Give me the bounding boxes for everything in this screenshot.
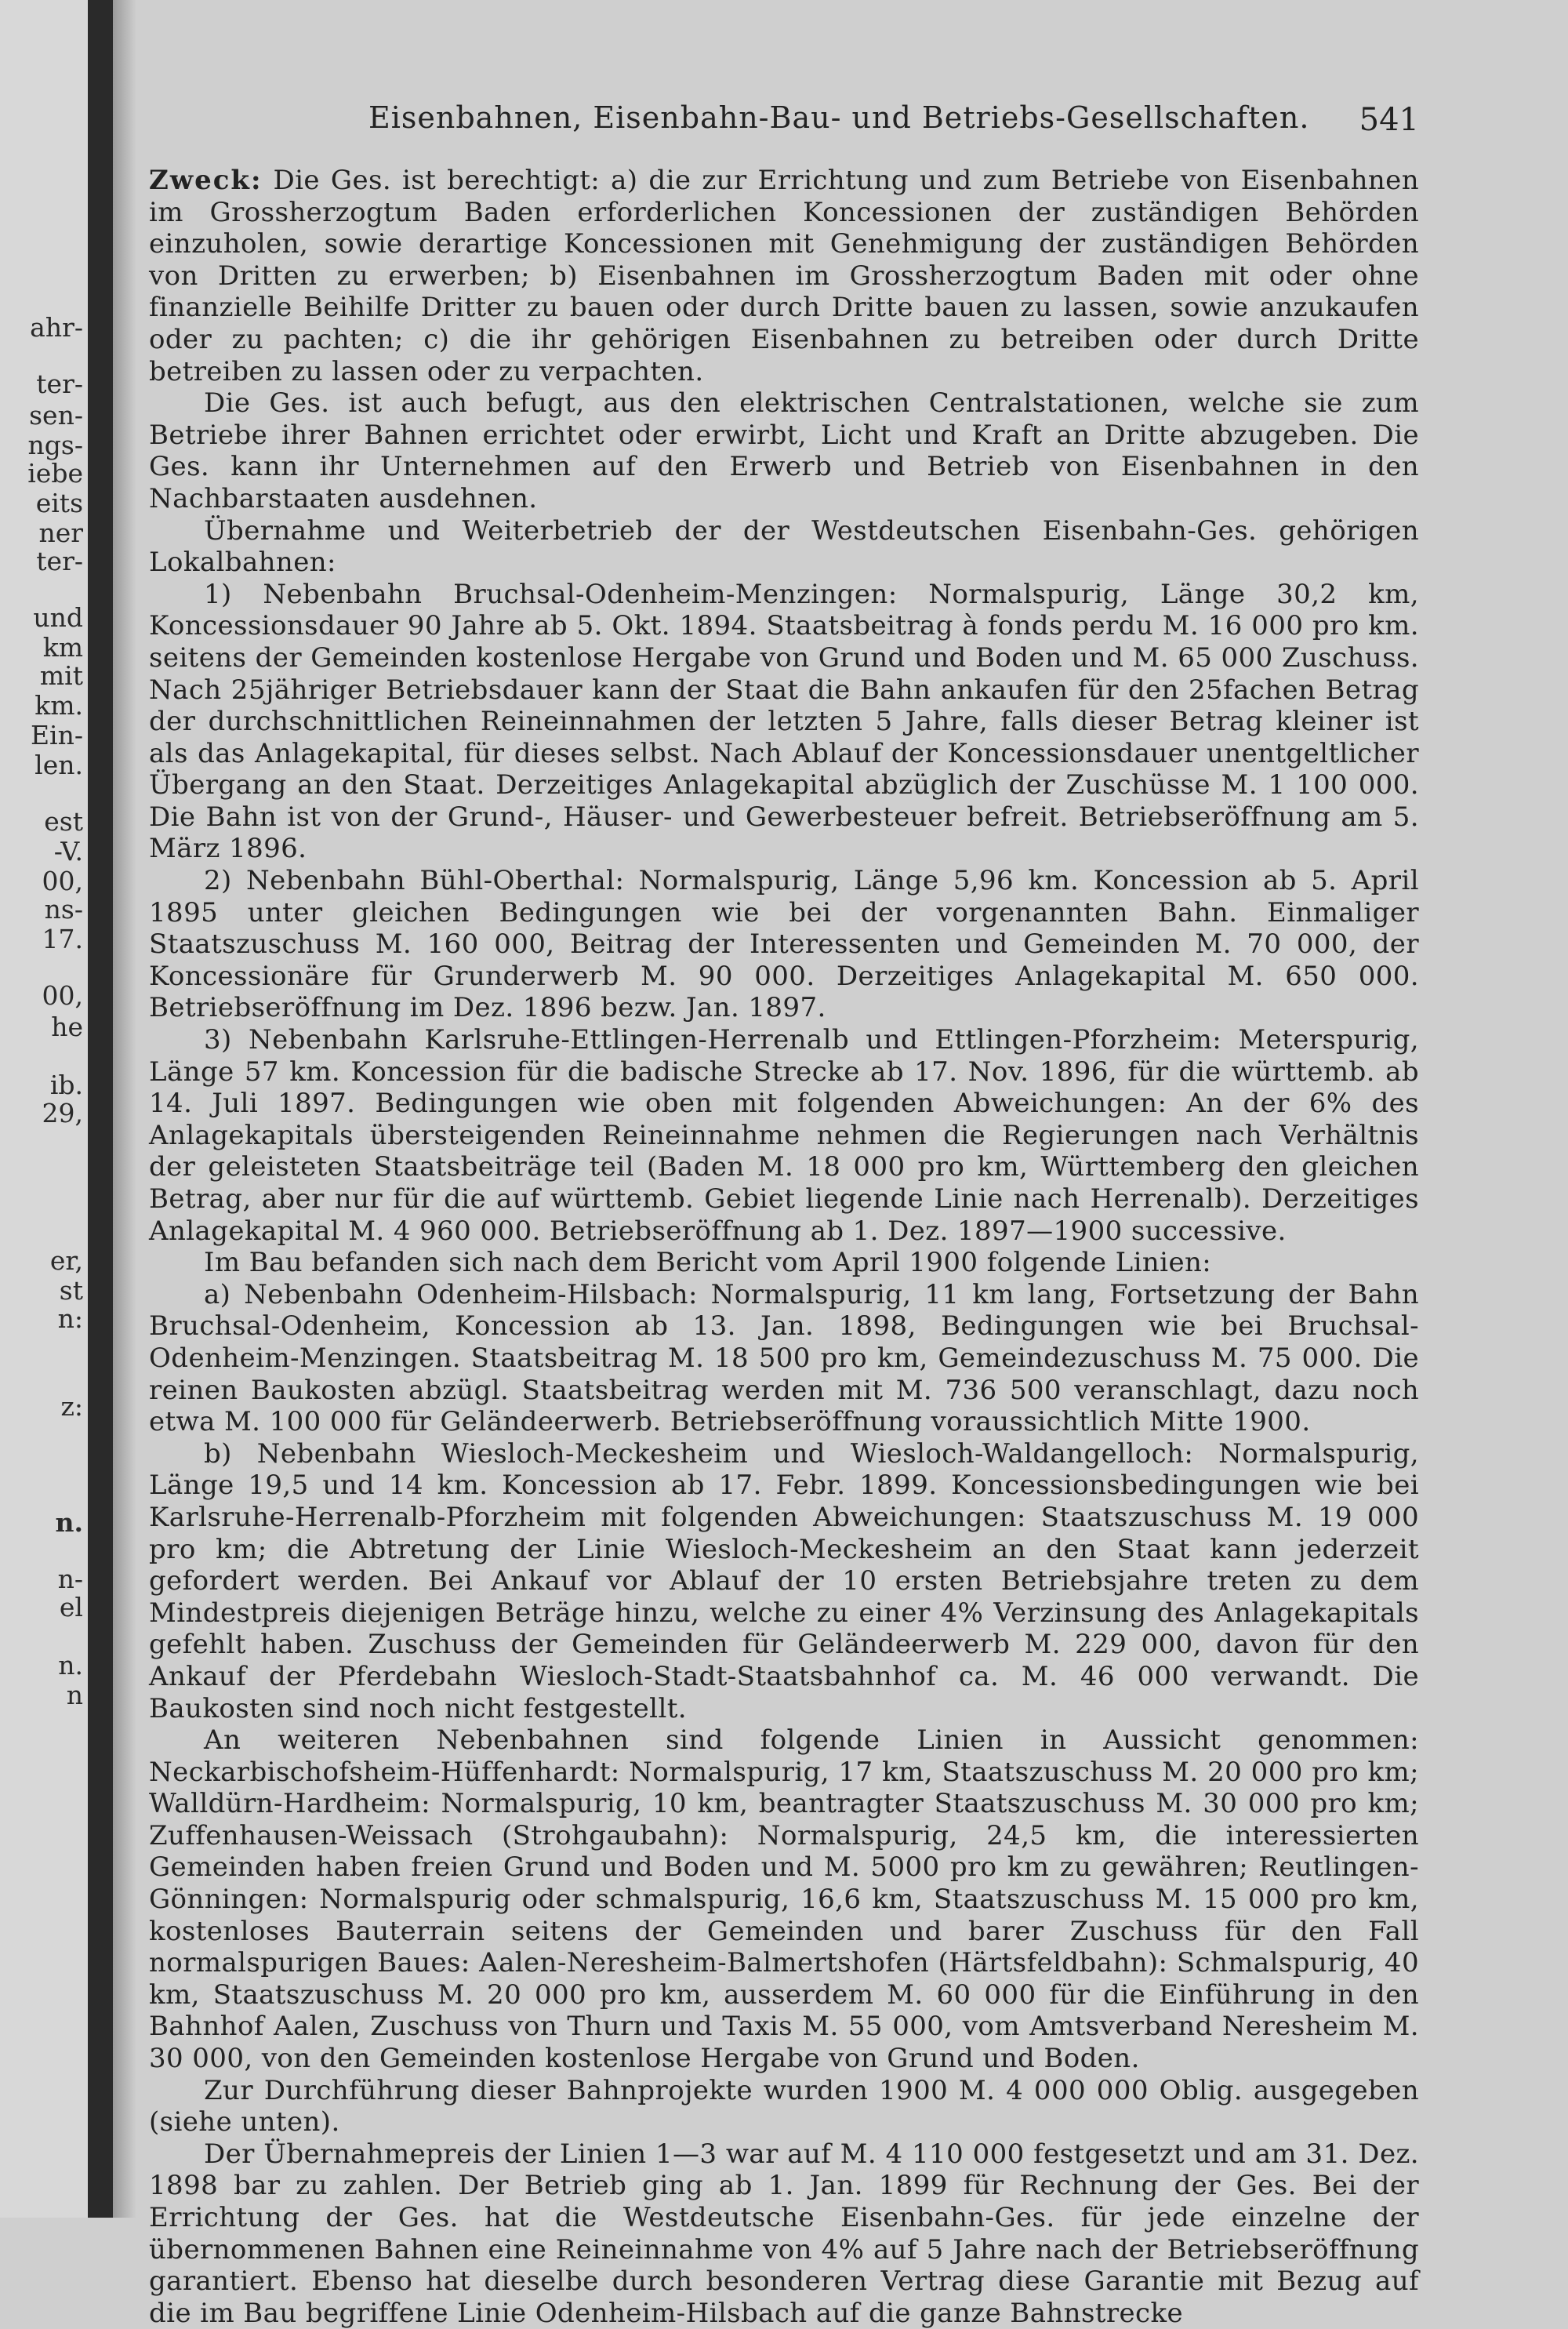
- left-fragment: ter-: [36, 546, 83, 576]
- left-fragment: eits: [35, 488, 83, 518]
- left-fragment: el: [59, 1592, 83, 1622]
- left-fragment: iebe: [27, 458, 83, 489]
- left-fragment: und: [33, 602, 83, 633]
- left-fragment: ner: [38, 518, 83, 548]
- body-text: [149, 165, 1419, 2329]
- left-fragment: n.: [58, 1650, 83, 1680]
- paragraph: Zur Durchführung dieser Bahnprojekte wurden 1900 M. 4 000 000 Oblig. ausgegeben (siehe unten).: [149, 2074, 1419, 2138]
- section-lead: Zweck:: [149, 165, 263, 196]
- paragraph: 1) Nebenbahn Bruchsal-Odenheim-Menzingen: Normalspurig, Länge 30,2 km, Koncessionsdauer 90 Jahre ab 5. Okt. 1894. Staatsbeitrag à fonds perdu M. 16 000 pro km. seitens der Gemeinden kostenlose Hergabe von Grund und Boden und M. 65 000 Zuschuss. Nach 25jähriger Betriebsdauer kann der Staat die Bahn ankaufen für den 25fachen Betrag der durchschnittlichen Reineinnahmen der letzten 5 Jahre, falls dieser Betrag kleiner ist als das Anlagekapital, für dieses selbst. Nach Ablauf der Koncessionsdauer unentgeltlicher Übergang an den Staat. Derzeitiges Anlagekapital abzüglich der Zuschüsse M. 1 100 000. Die Bahn ist von der Grund-, Häuser- und Gewerbesteuer befreit. Betriebseröffnung am 5. März 1896.: [149, 578, 1419, 865]
- left-fragment: 29,: [42, 1098, 83, 1128]
- left-fragment: len.: [34, 750, 83, 780]
- paragraph: a) Nebenbahn Odenheim-Hilsbach: Normalspurig, 11 km lang, Fortsetzung der Bahn Bruchsal-Odenheim, Koncession ab 13. Jan. 1898, Bedingungen wie bei Bruchsal-Odenheim-Menzingen. Staatsbeitrag M. 18 500 pro km, Gemeindezuschuss M. 75 000. Die reinen Baukosten abzügl. Staatsbeitrag werden mit M. 736 500 veranschlagt, dazu noch etwa M. 100 000 für Geländeerwerb. Betriebseröffnung voraussichtlich Mitte 1900.: [149, 1278, 1419, 1438]
- paragraph: b) Nebenbahn Wiesloch-Meckesheim und Wiesloch-Waldangelloch: Normalspurig, Länge 19,5 und 14 km. Koncession ab 17. Febr. 1899. Koncessionsbedingungen wie bei Karlsruhe-Herrenalb-Pforzheim mit folgenden Abweichungen: Staatszuschuss M. 19 000 pro km; die Abtretung der Linie Wiesloch-Meckesheim an den Staat kann jederzeit gefordert werden. Bei Ankauf vor Ablauf der 10 ersten Betriebsjahre treten zu dem Mindestpreis diejenigen Beträge hinzu, welche zu einer 4% Verzinsung des Anlagekapitals gefehlt haben. Zuschuss der Gemeinden für Geländeerwerb M. 229 000, davon für den Ankauf der Pferdebahn Wiesloch-Stadt-Staatsbahnhof ca. M. 46 000 verwandt. Die Baukosten sind noch nicht festgestellt.: [149, 1437, 1419, 1724]
- paragraph: Im Bau befanden sich nach dem Bericht vom April 1900 folgende Linien:: [204, 1247, 1212, 1279]
- left-fragment: n-: [57, 1564, 83, 1594]
- left-fragment: n: [66, 1680, 83, 1710]
- left-fragment: st: [59, 1275, 83, 1306]
- paragraph: Übernahme und Weiterbetrieb der der Westdeutschen Eisenbahn-Ges. gehörigen Lokalbahnen:: [149, 514, 1419, 579]
- left-fragment: km: [42, 632, 83, 663]
- left-fragment: Ein-: [30, 720, 83, 750]
- left-fragment: er,: [49, 1245, 83, 1276]
- left-fragment: -V.: [53, 836, 83, 867]
- left-fragment: ib.: [49, 1070, 83, 1100]
- paragraph: 2) Nebenbahn Bühl-Oberthal: Normalspurig, Länge 5,96 km. Koncession ab 5. April 1895 unter gleichen Bedingungen wie bei der vorgenannten Bahn. Einmaliger Staatszuschuss M. 160 000, Beitrag der Interessenten und Gemeinden M. 70 000, der Koncessionäre für Grunderwerb M. 90 000. Derzeitiges Anlagekapital M. 650 000. Betriebseröffnung im Dez. 1896 bezw. Jan. 1897.: [149, 865, 1419, 1024]
- paragraph: Die Ges. ist auch befugt, aus den elektrischen Centralstationen, welche sie zum Betriebe ihrer Bahnen errichtet oder erwirbt, Licht und Kraft an Dritte abzugeben. Die Ges. kann ihr Unternehmen auf den Erwerb und Betrieb von Eisenbahnen in den Nachbarstaaten ausdehnen.: [149, 387, 1419, 514]
- paragraph: 3) Nebenbahn Karlsruhe-Ettlingen-Herrenalb und Ettlingen-Pforzheim: Meterspurig, Länge 57 km. Koncession für die badische Strecke ab 17. Nov. 1896, für die württemb. ab 14. Juli 1897. Bedingungen wie oben mit folgenden Abweichungen: An der 6% des Anlagekapitals übersteigenden Reineinnahme nehmen die Regierungen nach Verhältnis der geleisteten Staatsbeiträge teil (Baden M. 18 000 pro km, Württemberg den gleichen Betrag, aber nur für die auf württemb. Gebiet liegende Linie nach Herrenalb). Derzeitiges Anlagekapital M. 4 960 000. Betriebseröffnung ab 1. Dez. 1897—1900 successive.: [149, 1024, 1419, 1247]
- left-fragment: 17.: [42, 924, 83, 954]
- left-fragment: z:: [60, 1391, 83, 1422]
- paragraph: [149, 165, 1419, 387]
- gutter-shadow: [113, 0, 136, 2218]
- left-fragment: ahr-: [30, 312, 83, 343]
- left-fragment: est: [44, 806, 83, 837]
- left-fragment: ter-: [36, 369, 83, 399]
- book-gutter: [88, 0, 113, 2218]
- left-fragment: 00,: [42, 980, 83, 1011]
- running-title: Eisenbahnen, Eisenbahn-Bau- und Betriebs-Gesellschaften.: [368, 100, 1310, 135]
- left-fragment: sen-: [29, 400, 83, 431]
- left-fragment: km.: [34, 690, 83, 721]
- paragraph: An weiteren Nebenbahnen sind folgende Linien in Aussicht genommen: Neckarbischofsheim-Hüffenhardt: Normalspurig, 17 km, Staatszuschuss M. 20 000 pro km; Walldürn-Hardheim: Normalspurig, 10 km, beantragter Staatszuschuss M. 30 000 pro km; Zuffenhausen-Weissach (Strohgaubahn): Normalspurig, 24,5 km, die interessierten Gemeinden haben freien Grund und Boden und M. 5000 pro km zu gewähren; Reutlingen-Gönningen: Normalspurig oder schmalspurig, 16,6 km, Staatszuschuss M. 15 000 pro km, kostenloses Bauterrain seitens der Gemeinden und barer Zuschuss für den Fall normalspurigen Baues: Aalen-Neresheim-Balmertshofen (Härtsfeldbahn): Schmalspurig, 40 km, Staatszuschuss M. 20 000 pro km, ausserdem M. 60 000 für die Einführung in den Bahnhof Aalen, Zuschuss von Thurn und Taxis M. 55 000, vom Amtsverband Neresheim M. 30 000, von den Gemeinden kostenlose Hergabe von Grund und Boden.: [149, 1724, 1419, 2075]
- paragraph: Der Übernahmepreis der Linien 1—3 war auf M. 4 110 000 festgesetzt und am 31. Dez. 1898 bar zu zahlen. Der Betrieb ging ab 1. Jan. 1899 für Rechnung der Ges. Bei der Errichtung der Ges. hat die Westdeutsche Eisenbahn-Ges. für jede einzelne der übernommenen Bahnen eine Reineinnahme von 4% auf 5 Jahre nach der Betriebseröffnung garantiert. Ebenso hat dieselbe durch besonderen Vertrag diese Garantie mit Bezug auf die im Bau begriffene Linie Odenheim-Hilsbach auf die ganze Bahnstrecke: [149, 2138, 1419, 2329]
- page-header: [149, 94, 1419, 165]
- left-fragment: n.: [55, 1507, 83, 1538]
- page-number: 541: [1359, 102, 1419, 138]
- left-fragment: n:: [57, 1303, 83, 1334]
- left-fragment: he: [51, 1012, 83, 1042]
- left-fragment: ns-: [44, 894, 83, 925]
- left-fragment: 00,: [42, 866, 83, 896]
- left-fragment: ngs-: [27, 430, 83, 460]
- paragraph-text: Die Ges. ist berechtigt: a) die zur Errichtung und zum Betriebe von Eisenbahnen im Grossherzogtum Baden erforderlichen Koncessionen der zuständigen Behörden einzuholen, sowie derartige Koncessionen mit Genehmigung der zuständigen Behörden von Dritten zu erwerben; b) Eisenbahnen im Grossherzogtum Baden mit oder ohne finanzielle Beihilfe Dritter zu bauen oder durch Dritte bauen zu lassen, sowie anzukaufen oder zu pachten; c) die ihr gehörigen Eisenbahnen zu betreiben oder durch Dritte betreiben zu lassen oder zu verpachten.: [149, 165, 1419, 387]
- left-fragment: mit: [39, 660, 83, 691]
- book-page: [149, 94, 1419, 2329]
